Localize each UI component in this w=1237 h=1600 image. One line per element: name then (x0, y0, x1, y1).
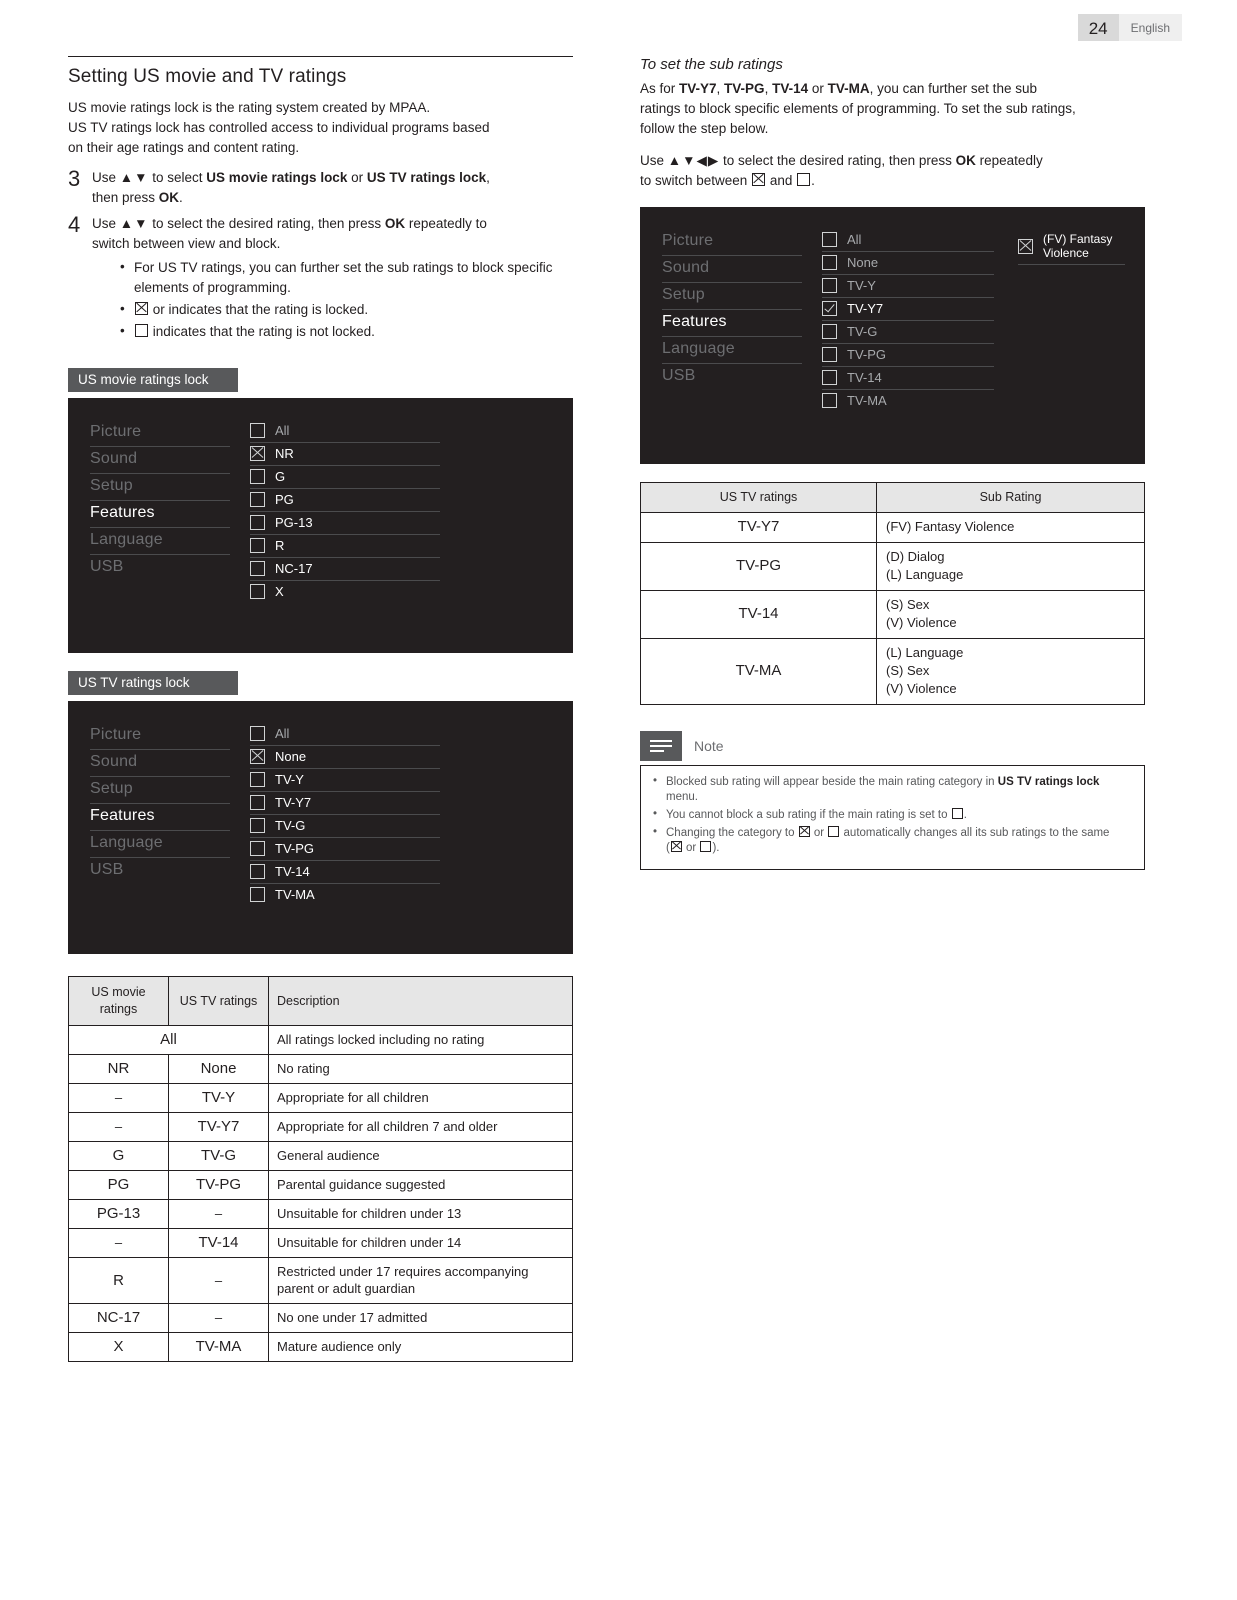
step-4-mid1: to select the desired rating, then press (148, 216, 385, 231)
osd-option-tv-pg[interactable] (250, 838, 440, 861)
note-content (640, 765, 1145, 870)
cell-tv-rating: TV-PG (641, 543, 877, 591)
cell-tv-rating: TV-PG (169, 1171, 269, 1200)
cell-movie-rating: – (69, 1084, 169, 1113)
osd-option-label: TV-Y (275, 772, 304, 787)
table-row (69, 1113, 573, 1142)
osd-option-label: R (275, 538, 285, 553)
osd-menu-item-setup[interactable]: Setup (90, 777, 230, 804)
sub-rating-line: (V) Violence (886, 681, 957, 696)
step-3-pre: Use (92, 170, 120, 185)
para-bold-tv-pg: TV-PG (724, 81, 765, 96)
osd-option-label: TV-Y7 (275, 795, 312, 810)
osd-option-label: NR (275, 446, 294, 461)
osd-option-tv-y7[interactable] (250, 792, 440, 815)
checkbox-x-icon (752, 173, 765, 186)
checkbox-empty-icon[interactable] (822, 370, 837, 385)
osd-screenshot-movie (68, 398, 573, 653)
cell-description: Appropriate for all children (269, 1084, 573, 1113)
step-3-number: 3 (68, 166, 81, 191)
cell-movie-rating: PG (69, 1171, 169, 1200)
cell-description: No rating (269, 1055, 573, 1084)
note-icon (640, 731, 682, 761)
para-line3: follow the step below. (640, 121, 769, 136)
note-box (640, 731, 1145, 870)
osd-option-label: TV-G (847, 324, 878, 339)
osd-option-all[interactable] (822, 229, 994, 252)
cell-sub-ratings (877, 513, 1145, 543)
cell-tv-rating: – (169, 1304, 269, 1333)
instruction-arrows: ▲▼◀▶ (667, 153, 720, 168)
step-4-bold1: OK (384, 216, 406, 231)
right-column (640, 56, 1145, 870)
osd-menu-tv (90, 723, 230, 906)
checkbox-x-icon[interactable] (250, 446, 265, 461)
cell-movie-rating: NR (69, 1055, 169, 1084)
checkbox-x-icon (799, 826, 810, 837)
osd-option-label: All (275, 423, 290, 438)
note-item-1: • Blocked sub rating will appear beside the main rating category in US TV ratings lock menu. (653, 775, 1132, 805)
osd-option-tv-ma[interactable] (250, 884, 440, 906)
checkbox-empty-icon[interactable] (250, 469, 265, 484)
instruction-mid: to select the desired rating, then press (719, 153, 956, 168)
cell-tv-rating: TV-MA (641, 639, 877, 705)
table-row (641, 513, 1145, 543)
osd-menu-item-sound[interactable]: Sound (90, 447, 230, 474)
checkbox-empty-icon[interactable] (250, 538, 265, 553)
cell-movie-rating: R (69, 1258, 169, 1304)
para-bold-tv-y7: TV-Y7 (679, 81, 717, 96)
cell-tv-rating: – (169, 1200, 269, 1229)
cell-description: Restricted under 17 requires accompanying parent or adult guardian (269, 1258, 573, 1304)
osd-option-label: X (275, 584, 284, 599)
cell-movie-rating: – (69, 1113, 169, 1142)
bullet-locked-text: or indicates that the rating is locked. (152, 302, 369, 317)
osd-option-label: TV-PG (847, 347, 887, 362)
cell-tv-rating: None (169, 1055, 269, 1084)
note-item-2: • You cannot block a sub rating if the main rating is set to . (653, 808, 1132, 823)
cell-movie-rating: X (69, 1333, 169, 1362)
checkbox-x-icon[interactable] (1018, 239, 1033, 254)
checkbox-empty-icon[interactable] (822, 324, 837, 339)
sub-rating-line: (FV) Fantasy Violence (886, 519, 1015, 534)
osd-option-tv-14[interactable] (822, 367, 994, 390)
osd-menu-item-usb[interactable]: USB (90, 558, 124, 575)
osd-sub-option-fantasy-violence[interactable] (1018, 229, 1125, 265)
osd-option-label: TV-MA (847, 393, 887, 408)
cell-movie-rating: – (69, 1229, 169, 1258)
step-4 (68, 214, 573, 344)
sub-ratings-paragraph: As for TV-Y7, TV-PG, TV-14 or TV-MA, you can further set the sub ratings to block specific elements of programming. To set the sub ratings, follow the step below. (640, 81, 1076, 136)
table-row (69, 1258, 573, 1304)
cell-movie-rating: PG-13 (69, 1200, 169, 1229)
language-tag: English (1119, 14, 1182, 41)
cell-description: All ratings locked including no rating (269, 1026, 573, 1055)
checkbox-check-icon[interactable] (822, 301, 837, 316)
checkbox-empty-icon (828, 826, 839, 837)
sub-rating-line: (L) Language (886, 645, 964, 660)
para-post: , you can further set the sub (869, 81, 1037, 96)
checkbox-empty-icon[interactable] (250, 864, 265, 879)
col-header-us-tv-ratings: US TV ratings (641, 483, 877, 513)
osd-option-label: TV-14 (275, 864, 310, 879)
table-row (69, 1229, 573, 1258)
osd-option-pg13[interactable] (250, 512, 440, 535)
instruction-line2-pre: to switch between (640, 173, 752, 188)
osd-screenshot-sub-ratings (640, 207, 1145, 464)
osd-option-label: TV-G (275, 818, 306, 833)
osd-menu-item-features[interactable]: Features (90, 804, 230, 831)
osd-option-label: TV-MA (275, 887, 315, 902)
osd-menu-item-setup[interactable]: Setup (662, 283, 802, 310)
step-4-number: 4 (68, 212, 81, 237)
para-line2: ratings to block specific elements of programming. To set the sub ratings, (640, 101, 1076, 116)
osd-option-label: None (275, 749, 307, 764)
osd-sub-rating-panel (1018, 229, 1125, 412)
caption-us-tv-ratings-lock: US TV ratings lock (68, 671, 238, 695)
sub-section-title: To set the sub ratings (640, 56, 783, 73)
step-3-arrows: ▲▼ (119, 170, 149, 185)
osd-option-label: TV-Y7 (847, 301, 884, 316)
osd-option-tv-g[interactable] (250, 815, 440, 838)
cell-tv-rating: TV-Y7 (641, 513, 877, 543)
intro-line-3: on their age ratings and content rating. (68, 140, 300, 155)
osd-option-tv-pg[interactable] (822, 344, 994, 367)
cell-description: Mature audience only (269, 1333, 573, 1362)
checkbox-empty-icon[interactable] (250, 795, 265, 810)
cell-tv-rating: TV-Y (169, 1084, 269, 1113)
cell-description: Appropriate for all children 7 and older (269, 1113, 573, 1142)
checkbox-empty-icon[interactable] (250, 561, 265, 576)
osd-menu-item-picture[interactable]: Picture (90, 420, 230, 447)
osd-screenshot-tv (68, 701, 573, 954)
osd-option-all[interactable] (250, 420, 440, 443)
cell-description: Parental guidance suggested (269, 1171, 573, 1200)
cell-tv-rating: TV-G (169, 1142, 269, 1171)
sub-rating-line: (L) Language (886, 567, 964, 582)
osd-menu-item-setup[interactable]: Setup (90, 474, 230, 501)
osd-menu-item-sound[interactable]: Sound (90, 750, 230, 777)
table-row (69, 1084, 573, 1113)
checkbox-empty-icon[interactable] (250, 887, 265, 902)
osd-option-label: All (275, 726, 290, 741)
osd-option-label: TV-Y (847, 278, 876, 293)
step-list (68, 168, 573, 344)
instruction-post: repeatedly (975, 153, 1043, 168)
cell-tv-rating: TV-14 (641, 591, 877, 639)
checkbox-x-icon[interactable] (250, 749, 265, 764)
ratings-description-table (68, 976, 573, 1362)
checkbox-empty-icon[interactable] (250, 841, 265, 856)
sub-rating-line: (S) Sex (886, 663, 930, 678)
osd-menu-item-sound[interactable]: Sound (662, 256, 802, 283)
osd-option-pg[interactable] (250, 489, 440, 512)
table-row (69, 1026, 573, 1055)
osd-menu-item-language[interactable]: Language (90, 528, 230, 555)
table-row (641, 591, 1145, 639)
osd-option-label: TV-14 (847, 370, 882, 385)
osd-list-movie-ratings (250, 420, 440, 603)
instruction-bold-ok: OK (955, 153, 976, 168)
step-4-bullets (120, 258, 573, 342)
checkbox-empty-icon[interactable] (250, 818, 265, 833)
osd-menu-movie (90, 420, 230, 603)
step-3-bold3: OK (158, 190, 180, 205)
cell-description: Unsuitable for children under 13 (269, 1200, 573, 1229)
sub-rating-table (640, 482, 1145, 705)
cell-sub-ratings (877, 543, 1145, 591)
instruction-pre: Use (640, 153, 668, 168)
sub-ratings-instruction (640, 151, 1145, 191)
table-row (69, 1200, 573, 1229)
step-3-bold2: US TV ratings lock (366, 170, 487, 185)
osd-menu-item-picture[interactable]: Picture (662, 229, 802, 256)
note-title: Note (694, 738, 724, 754)
intro-line-1: US movie ratings lock is the rating system created by MPAA. (68, 100, 431, 115)
left-column (68, 56, 573, 1362)
col-header-description: Description (269, 977, 573, 1026)
table-header-row (641, 483, 1145, 513)
checkbox-empty-icon (135, 324, 148, 337)
checkbox-empty-icon[interactable] (250, 492, 265, 507)
cell-tv-rating: TV-Y7 (169, 1113, 269, 1142)
osd-option-tv-ma[interactable] (822, 390, 994, 412)
osd-option-label: None (847, 255, 879, 270)
instruction-line2-post: . (811, 173, 815, 188)
osd-option-label: PG-13 (275, 515, 313, 530)
cell-description: General audience (269, 1142, 573, 1171)
cell-description: Unsuitable for children under 14 (269, 1229, 573, 1258)
instruction-line2-mid: and (766, 173, 797, 188)
osd-menu-item-usb[interactable]: USB (662, 367, 696, 384)
step-4-pre: Use (92, 216, 120, 231)
col-header-us-tv-ratings: US TV ratings (169, 977, 269, 1026)
osd-option-nc17[interactable] (250, 558, 440, 581)
osd-option-tv-y[interactable] (250, 769, 440, 792)
table-row (641, 639, 1145, 705)
osd-option-tv-y7[interactable] (822, 298, 994, 321)
osd-option-g[interactable] (250, 466, 440, 489)
cell-description: No one under 17 admitted (269, 1304, 573, 1333)
checkbox-empty-icon[interactable] (250, 423, 265, 438)
osd-option-tv-g[interactable] (822, 321, 994, 344)
checkbox-empty-icon[interactable] (250, 584, 265, 599)
para-pre: As for (640, 81, 680, 96)
osd-option-none[interactable] (822, 252, 994, 275)
osd-menu-item-language[interactable]: Language (662, 337, 802, 364)
step-4-line2: switch between view and block. (92, 236, 281, 251)
table-row (69, 1304, 573, 1333)
checkbox-empty-icon[interactable] (822, 232, 837, 247)
cell-rating: All (69, 1026, 269, 1055)
checkbox-empty-icon[interactable] (250, 726, 265, 741)
table-header-row (69, 977, 573, 1026)
osd-option-nr[interactable] (250, 443, 440, 466)
step-3-line2-pre: then press (92, 190, 159, 205)
table-row (69, 1171, 573, 1200)
checkbox-empty-icon (952, 808, 963, 819)
osd-option-x[interactable] (250, 581, 440, 603)
intro-line-2: US TV ratings lock has controlled access to individual programs based (68, 120, 490, 135)
checkbox-empty-icon[interactable] (822, 393, 837, 408)
osd-option-label: PG (275, 492, 294, 507)
checkbox-empty-icon[interactable] (822, 255, 837, 270)
osd-list-sub-tv-ratings (822, 229, 994, 412)
step-3-bold1: US movie ratings lock (206, 170, 348, 185)
osd-option-label: TV-PG (275, 841, 315, 856)
caption-us-movie-ratings-lock: US movie ratings lock (68, 368, 238, 392)
osd-option-r[interactable] (250, 535, 440, 558)
page-header (1078, 14, 1182, 41)
note-item-3: • Changing the category to or automatically changes all its sub ratings to the same ( or ). (653, 826, 1132, 856)
col-header-us-movie-ratings: US movie ratings (69, 977, 169, 1026)
step-3-mid1: to select (148, 170, 207, 185)
checkbox-empty-icon[interactable] (822, 347, 837, 362)
table-row (69, 1333, 573, 1362)
note-header (640, 731, 1145, 761)
osd-menu-item-language[interactable]: Language (90, 831, 230, 858)
osd-option-all[interactable] (250, 723, 440, 746)
cell-tv-rating: – (169, 1258, 269, 1304)
step-4-mid2: repeatedly to (405, 216, 487, 231)
checkbox-empty-icon (797, 173, 810, 186)
osd-sub-option-label: (FV) Fantasy Violence (1043, 232, 1113, 260)
checkbox-empty-icon[interactable] (822, 278, 837, 293)
cell-sub-ratings (877, 639, 1145, 705)
cell-movie-rating: G (69, 1142, 169, 1171)
table-row (69, 1142, 573, 1171)
bullet-unlocked-text: indicates that the rating is not locked. (152, 324, 375, 339)
sub-rating-line: (S) Sex (886, 597, 930, 612)
osd-option-none[interactable] (250, 746, 440, 769)
osd-option-label: G (275, 469, 286, 484)
table-row (69, 1055, 573, 1084)
checkbox-x-icon (135, 302, 148, 315)
osd-menu-item-usb[interactable]: USB (90, 861, 124, 878)
osd-menu-item-features[interactable]: Features (662, 310, 802, 337)
para-bold-tv-ma: TV-MA (827, 81, 870, 96)
cell-movie-rating: NC-17 (69, 1304, 169, 1333)
osd-option-label: All (847, 232, 862, 247)
step-3-text (92, 168, 573, 208)
osd-menu-sub (662, 229, 802, 412)
sub-rating-line: (D) Dialog (886, 549, 945, 564)
page-title: Setting US movie and TV ratings (68, 56, 573, 98)
sub-rating-line: (V) Violence (886, 615, 957, 630)
para-bold-tv-14: TV-14 (772, 81, 809, 96)
bullet-locked (120, 300, 573, 320)
cell-tv-rating: TV-14 (169, 1229, 269, 1258)
page-number: 24 (1078, 14, 1119, 41)
table-row (641, 543, 1145, 591)
osd-option-tv-14[interactable] (250, 861, 440, 884)
step-3-mid3: , (486, 170, 490, 185)
step-3 (68, 168, 573, 208)
osd-option-tv-y[interactable] (822, 275, 994, 298)
step-3-line2-post: . (179, 190, 183, 205)
bullet-sub-ratings: • For US TV ratings, you can further set the sub ratings to block specific elements of programming. (120, 258, 573, 298)
osd-option-label: NC-17 (275, 561, 313, 576)
note-bold-us-tv-ratings-lock: US TV ratings lock (997, 776, 1100, 788)
step-3-mid2: or (347, 170, 367, 185)
checkbox-x-icon (671, 841, 682, 852)
osd-list-tv-ratings (250, 723, 440, 906)
step-4-text (92, 214, 573, 344)
col-header-sub-rating: Sub Rating (877, 483, 1145, 513)
checkbox-empty-icon (700, 841, 711, 852)
intro-paragraph (68, 98, 573, 158)
osd-menu-item-picture[interactable]: Picture (90, 723, 230, 750)
checkbox-empty-icon[interactable] (250, 515, 265, 530)
osd-menu-item-features[interactable]: Features (90, 501, 230, 528)
bullet-unlocked (120, 322, 573, 342)
cell-sub-ratings (877, 591, 1145, 639)
step-4-arrows: ▲▼ (119, 216, 149, 231)
checkbox-empty-icon[interactable] (250, 772, 265, 787)
cell-tv-rating: TV-MA (169, 1333, 269, 1362)
